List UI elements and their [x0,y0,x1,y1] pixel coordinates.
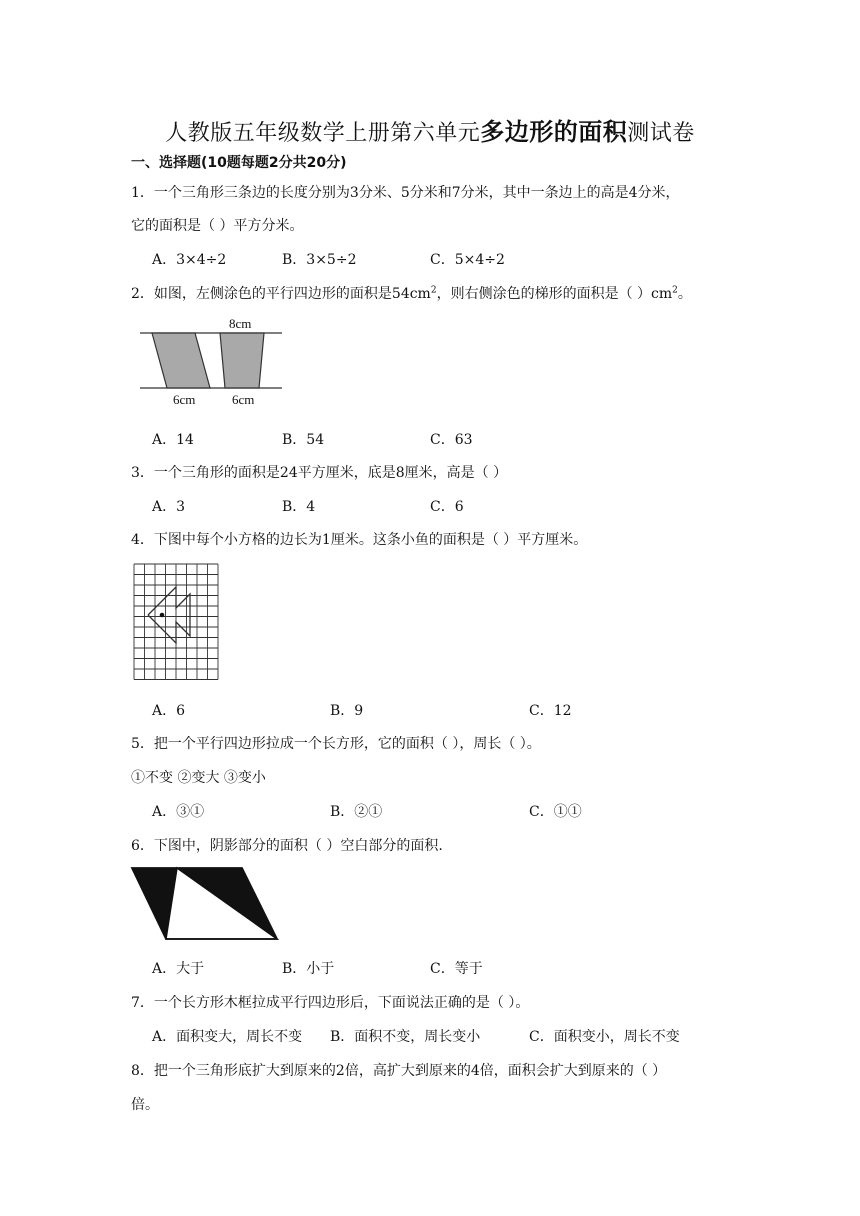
q3-option-b[interactable]: B．4 [282,499,316,515]
q2-text-end: 。 [677,286,692,302]
title-part3: 测试卷 [627,121,695,146]
title-emphasis: 多边形的面积 [480,118,628,146]
q5-line2: ①不变 ②变大 ③变小 [131,770,266,786]
q7-option-b[interactable]: B．面积不变，周长变小 [330,1029,481,1045]
fish-eye [160,613,165,618]
q5-line1: 5．把一个平行四边形拉成一个长方形，它的面积（ ），周长（ ）。 [131,736,541,752]
q2-line1 [131,283,692,303]
q3-option-c[interactable]: C．6 [430,499,464,515]
q6-option-a[interactable]: A．大于 [152,961,205,977]
q3-option-a[interactable]: A．3 [152,499,186,515]
q5-option-c[interactable]: C．①① [529,804,582,820]
q6-option-c[interactable]: C．等于 [430,961,483,977]
q8-line2: 倍。 [131,1097,159,1113]
shaded-parallelogram [152,333,210,388]
q2-option-c[interactable]: C．63 [430,432,473,448]
q2-option-b[interactable]: B．54 [282,432,325,448]
q2-sup-2: 2 [672,285,678,296]
section-heading: 一、选择题(10题每题2分共20分) [131,155,347,171]
q2-sup-1: 2 [430,285,437,296]
label-6cm-left: 6cm [173,392,196,407]
q7-line1: 7．一个长方形木框拉成平行四边形后，下面说法正确的是（ ）。 [131,995,530,1011]
q1-option-b[interactable]: B．3×5÷2 [282,252,357,268]
q1-option-a[interactable]: A．3×4÷2 [152,252,227,268]
label-6cm-right: 6cm [232,392,255,407]
title-part1: 人教版五年级数学上册第六单元 [165,121,481,146]
q5-option-a[interactable]: A．③① [152,804,205,820]
q4-option-b[interactable]: B．9 [330,703,364,719]
q4-option-c[interactable]: C．12 [529,703,572,719]
q2-figure [140,312,290,412]
page-title [0,112,860,147]
q4-option-a[interactable]: A．6 [152,703,186,719]
q4-line1: 4．下图中每个小方格的边长为1厘米。这条小鱼的面积是（ ）平方厘米。 [131,532,588,548]
q6-option-b[interactable]: B．小于 [282,961,335,977]
q5-option-b[interactable]: B．②① [330,804,383,820]
q8-line1: 8．把一个三角形底扩大到原来的2倍，高扩大到原来的4倍，面积会扩大到原来的（ ） [131,1063,667,1079]
label-8cm: 8cm [229,316,252,331]
q1-line1: 1．一个三角形三条边的长度分别为3分米、5分米和7分米，其中一条边上的高是4分米， [131,185,680,201]
q7-option-c[interactable]: C．面积变小，周长不变 [529,1029,680,1045]
q2-option-a[interactable]: A．14 [152,432,194,448]
q6-line1: 6．下图中，阴影部分的面积（ ）空白部分的面积. [131,838,443,854]
q3-line1: 3．一个三角形的面积是24平方厘米，底是8厘米，高是（ ） [131,465,508,481]
q2-text-a: 2．如图，左侧涂色的平行四边形的面积是54cm [131,286,431,302]
q7-option-a[interactable]: A．面积变大，周长不变 [152,1029,303,1045]
shaded-trapezoid [220,333,264,388]
q1-option-c[interactable]: C．5×4÷2 [430,252,505,268]
q2-text-b: ，则右侧涂色的梯形的面积是（ ）cm [436,286,673,302]
q1-line2: 它的面积是（ ）平方分米。 [131,218,304,234]
q4-fish-grid [133,563,223,680]
q6-figure [130,866,282,942]
